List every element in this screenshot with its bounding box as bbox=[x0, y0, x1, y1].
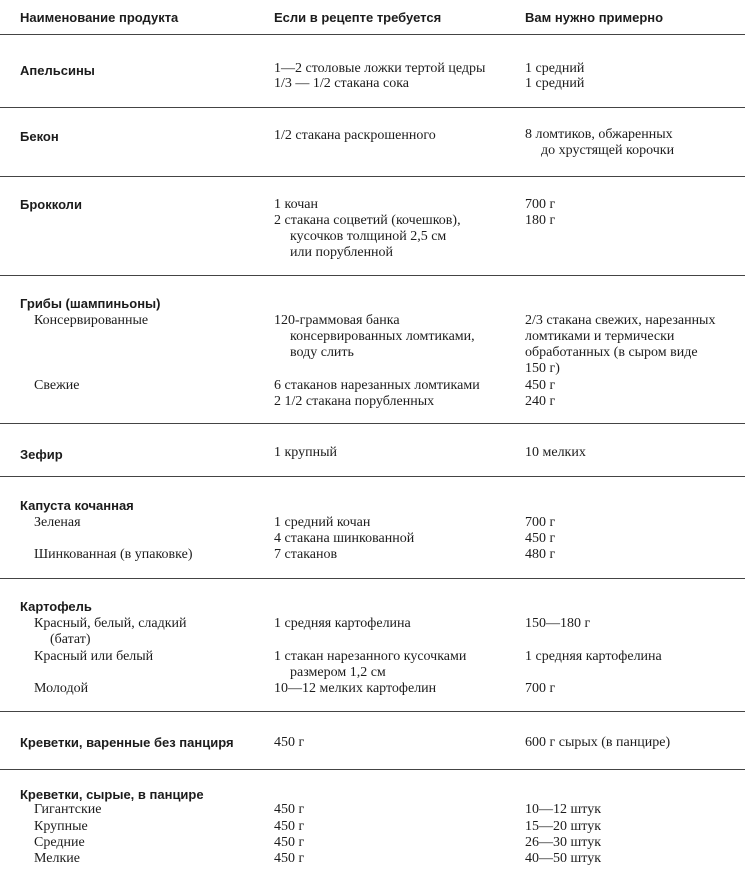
needed-amount: 1 средняя картофелина bbox=[525, 649, 662, 664]
recipe-amount: 450 г bbox=[274, 851, 305, 866]
needed-amount: 1 средний bbox=[525, 61, 585, 76]
product-name: Капуста кочанная bbox=[20, 498, 134, 513]
needed-amount: обработанных (в сыром виде bbox=[525, 345, 698, 360]
divider bbox=[0, 769, 745, 770]
needed-amount: 150—180 г bbox=[525, 616, 591, 631]
recipe-amount: 1/3 — 1/2 стакана сока bbox=[274, 76, 410, 91]
recipe-amount: 450 г bbox=[274, 835, 305, 850]
recipe-amount: 450 г bbox=[274, 802, 305, 817]
recipe-amount: или порубленной bbox=[290, 245, 394, 260]
product-subtype: (батат) bbox=[50, 632, 91, 647]
needed-amount: 480 г bbox=[525, 547, 556, 562]
divider bbox=[0, 176, 745, 177]
divider bbox=[0, 423, 745, 424]
column-header-needed: Вам нужно примерно bbox=[525, 10, 664, 25]
product-name: Бекон bbox=[20, 129, 59, 144]
recipe-amount: кусочков толщиной 2,5 см bbox=[290, 229, 447, 244]
product-subtype: Средние bbox=[34, 835, 85, 850]
needed-amount: 10—12 штук bbox=[525, 802, 602, 817]
product-name: Брокколи bbox=[20, 197, 82, 212]
recipe-amount: 450 г bbox=[274, 819, 305, 834]
product-name: Креветки, варенные без панциря bbox=[20, 735, 234, 750]
needed-amount: 26—30 штук bbox=[525, 835, 602, 850]
needed-amount: 700 г bbox=[525, 515, 556, 530]
needed-amount: до хрустящей корочки bbox=[541, 143, 675, 158]
product-name: Грибы (шампиньоны) bbox=[20, 296, 161, 311]
recipe-amount: 120-граммовая банка bbox=[274, 313, 400, 328]
divider bbox=[0, 578, 745, 579]
needed-amount: 2/3 стакана свежих, нарезанных bbox=[525, 313, 716, 328]
needed-amount: 180 г bbox=[525, 213, 556, 228]
product-subtype: Зеленая bbox=[34, 515, 81, 530]
recipe-amount: 7 стаканов bbox=[274, 547, 338, 562]
recipe-amount: 1 стакан нарезанного кусочками bbox=[274, 649, 467, 664]
recipe-amount: воду слить bbox=[290, 345, 354, 360]
recipe-amount: 2 1/2 стакана порубленных bbox=[274, 394, 435, 409]
product-subtype: Консервированные bbox=[34, 313, 149, 328]
divider bbox=[0, 34, 745, 35]
needed-amount: 450 г bbox=[525, 531, 556, 546]
product-subtype: Красный или белый bbox=[34, 649, 154, 664]
divider bbox=[0, 107, 745, 108]
divider bbox=[0, 711, 745, 712]
needed-amount: 700 г bbox=[525, 681, 556, 696]
recipe-amount: 2 стакана соцветий (кочешков), bbox=[274, 213, 461, 228]
product-subtype: Крупные bbox=[34, 819, 88, 834]
recipe-amount: 4 стакана шинкованной bbox=[274, 531, 415, 546]
needed-amount: 15—20 штук bbox=[525, 819, 602, 834]
needed-amount: ломтиками и термически bbox=[525, 329, 675, 344]
recipe-amount: 1 средний кочан bbox=[274, 515, 371, 530]
product-name: Апельсины bbox=[20, 63, 95, 78]
product-name: Картофель bbox=[20, 599, 92, 614]
recipe-amount: 10—12 мелких картофелин bbox=[274, 681, 437, 696]
recipe-amount: размером 1,2 см bbox=[290, 665, 386, 680]
recipe-amount: 1 крупный bbox=[274, 445, 337, 460]
table-header bbox=[0, 0, 745, 34]
product-subtype: Шинкованная (в упаковке) bbox=[34, 547, 193, 562]
product-subtype: Свежие bbox=[34, 378, 80, 393]
needed-amount: 150 г) bbox=[525, 361, 560, 376]
needed-amount: 450 г bbox=[525, 378, 556, 393]
needed-amount: 240 г bbox=[525, 394, 556, 409]
recipe-amount: 1 кочан bbox=[274, 197, 318, 212]
recipe-amount: 1/2 стакана раскрошенного bbox=[274, 128, 436, 143]
divider bbox=[0, 275, 745, 276]
product-subtype: Гигантские bbox=[34, 802, 102, 817]
product-subtype: Молодой bbox=[34, 681, 89, 696]
product-name: Креветки, сырые, в панцире bbox=[20, 787, 204, 802]
needed-amount: 40—50 штук bbox=[525, 851, 602, 866]
product-subtype: Красный, белый, сладкий bbox=[34, 616, 187, 631]
needed-amount: 600 г сырых (в панцире) bbox=[525, 735, 671, 750]
recipe-amount: консервированных ломтиками, bbox=[290, 329, 475, 344]
recipe-amount: 1 средняя картофелина bbox=[274, 616, 411, 631]
recipe-amount: 1—2 столовые ложки тертой цедры bbox=[274, 61, 486, 76]
column-header-recipe: Если в рецепте требуется bbox=[274, 10, 442, 25]
recipe-amount: 450 г bbox=[274, 735, 305, 750]
product-subtype: Мелкие bbox=[34, 851, 80, 866]
needed-amount: 8 ломтиков, обжаренных bbox=[525, 127, 673, 142]
needed-amount: 10 мелких bbox=[525, 445, 586, 460]
divider bbox=[0, 476, 745, 477]
recipe-amount: 6 стаканов нарезанных ломтиками bbox=[274, 378, 480, 393]
needed-amount: 700 г bbox=[525, 197, 556, 212]
column-header-product: Наименование продукта bbox=[20, 10, 179, 25]
needed-amount: 1 средний bbox=[525, 76, 585, 91]
product-name: Зефир bbox=[20, 447, 63, 462]
